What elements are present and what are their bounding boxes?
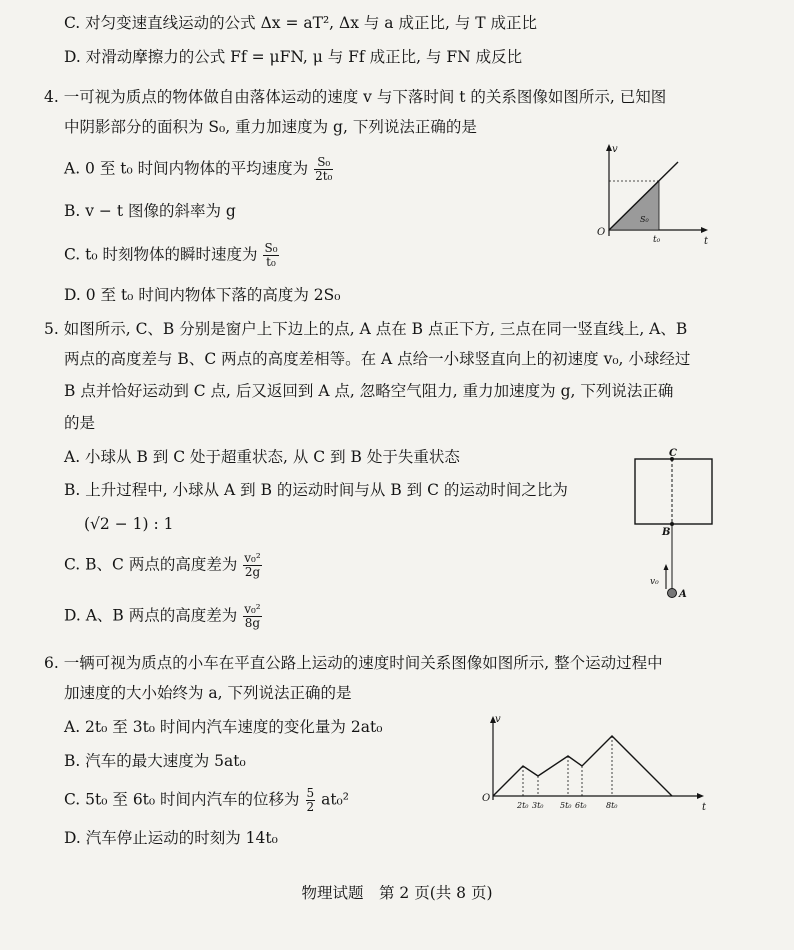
- q5-label-v0: v₀: [650, 577, 659, 587]
- q5-option-c: [64, 552, 263, 579]
- q4-option-d: D. 0 至 t₀ 时间内物体下落的高度为 2S₀: [64, 286, 341, 304]
- q5c-denominator: 2g: [244, 565, 261, 579]
- q5-window-figure: [626, 446, 726, 606]
- q4-t-arrow-icon: [701, 227, 708, 233]
- q5c-text: C. B、C 两点的高度差为: [64, 555, 238, 574]
- q5d-numerator: v₀²: [244, 602, 261, 616]
- q4-option-a: [64, 156, 334, 183]
- q6-option-c: [64, 787, 349, 814]
- q6c-denominator: 2: [306, 800, 315, 814]
- q5-v0-arrowhead-icon: [664, 564, 669, 570]
- q4-stem-line2: 中阴影部分的面积为 S₀, 重力加速度为 g, 下列说法正确的是: [64, 118, 477, 136]
- q5c-fraction: [243, 552, 261, 579]
- q6-stem-line2: 加速度的大小始终为 a, 下列说法正确的是: [64, 684, 352, 702]
- q4a-fraction: [314, 156, 333, 183]
- q5-label-c: C: [669, 448, 677, 459]
- q6c-fraction: [306, 787, 316, 814]
- q4-option-c: [64, 242, 280, 269]
- q5-ball-icon: [668, 589, 677, 598]
- q4a-text: A. 0 至 t₀ 时间内物体的平均速度为: [64, 159, 309, 178]
- q4-vt-figure: [590, 140, 710, 250]
- q5c-numerator: v₀²: [244, 551, 261, 565]
- q6-t-label: t: [702, 802, 707, 813]
- q6-tick-8t0: 8t₀: [606, 801, 618, 810]
- page-footer: 物理试题 第 2 页(共 8 页): [301, 884, 493, 902]
- q3-option-c: C. 对匀变速直线运动的公式 Δx = aT², Δx 与 a 成正比, 与 T 成正比: [64, 14, 538, 32]
- q6-tick-6t0: 6t₀: [575, 801, 587, 810]
- q4c-fraction: [263, 242, 278, 269]
- q6-option-d: D. 汽车停止运动的时刻为 14t₀: [64, 829, 278, 847]
- q6-option-a: A. 2t₀ 至 3t₀ 时间内汽车速度的变化量为 2at₀: [64, 718, 383, 736]
- q5-option-d: [64, 603, 263, 630]
- q6-tick-2t0: 2t₀: [517, 801, 529, 810]
- q5-option-a: A. 小球从 B 到 C 处于超重状态, 从 C 到 B 处于失重状态: [64, 448, 460, 466]
- q5d-text: D. A、B 两点的高度差为: [64, 606, 238, 625]
- q6-velocity-polyline: [493, 736, 672, 796]
- q3-option-d: D. 对滑动摩擦力的公式 Ff = μFN, μ 与 Ff 成正比, 与 FN 成反比: [64, 48, 523, 66]
- q4a-numerator: S₀: [314, 156, 333, 170]
- q4c-denominator: t₀: [266, 255, 276, 269]
- q4-t0-label: t₀: [653, 235, 661, 245]
- q4-v-label: v: [612, 144, 618, 155]
- q6-tick-3t0: 3t₀: [532, 801, 544, 810]
- q4a-denominator: 2t₀: [315, 169, 333, 183]
- q4-stem-line1: 4. 一可视为质点的物体做自由落体运动的速度 v 与下落时间 t 的关系图像如图所示, 已知图: [44, 88, 667, 106]
- q4c-numerator: S₀: [264, 241, 278, 255]
- q5-option-b-line1: B. 上升过程中, 小球从 A 到 B 的运动时间与从 B 到 C 的运动时间之比为: [64, 481, 568, 499]
- q5d-fraction: [243, 603, 261, 630]
- q5-stem-line3: B 点并恰好运动到 C 点, 后又返回到 A 点, 忽略空气阻力, 重力加速度为 g, 下列说法正确: [64, 382, 674, 400]
- q6-vt-figure: [478, 710, 718, 816]
- q5d-denominator: 8g: [244, 616, 261, 630]
- q4-origin-label: O: [597, 227, 606, 238]
- q6-option-b: B. 汽车的最大速度为 5at₀: [64, 752, 246, 770]
- q5-stem-line1: 5. 如图所示, C、B 分别是窗户上下边上的点, A 点在 B 点正下方, 三点在同一竖直线上, A、B: [44, 320, 688, 338]
- q6-tick-5t0: 5t₀: [560, 801, 572, 810]
- q5-window-frame: [635, 459, 712, 524]
- q4-t-label: t: [704, 236, 709, 247]
- q5-stem-line4: 的是: [64, 414, 96, 432]
- q5-stem-line2: 两点的高度差与 B、C 两点的高度差相等。在 A 点给一小球竖直向上的初速度 v₀, 小球经过: [64, 350, 691, 368]
- q4-option-b: B. v − t 图像的斜率为 g: [64, 202, 236, 220]
- q6-origin-label: O: [482, 793, 491, 804]
- q6-stem-line1: 6. 一辆可视为质点的小车在平直公路上运动的速度时间关系图像如图所示, 整个运动过程中: [44, 654, 663, 672]
- q6-t-arrow-icon: [697, 793, 704, 799]
- q5-point-b: [670, 522, 674, 526]
- q5-option-b-line2: (√2 − 1) : 1: [84, 515, 174, 533]
- q5-label-a: A: [679, 589, 687, 600]
- q5-label-b: B: [662, 527, 671, 538]
- q4-area-label: S₀: [640, 215, 649, 224]
- q6c-numerator: 5: [306, 786, 315, 800]
- q6-v-label: v: [495, 714, 501, 725]
- q6c-text: C. 5t₀ 至 6t₀ 时间内汽车的位移为: [64, 790, 300, 809]
- q6c-unit: at₀²: [321, 790, 349, 809]
- q4c-text: C. t₀ 时刻物体的瞬时速度为: [64, 245, 258, 264]
